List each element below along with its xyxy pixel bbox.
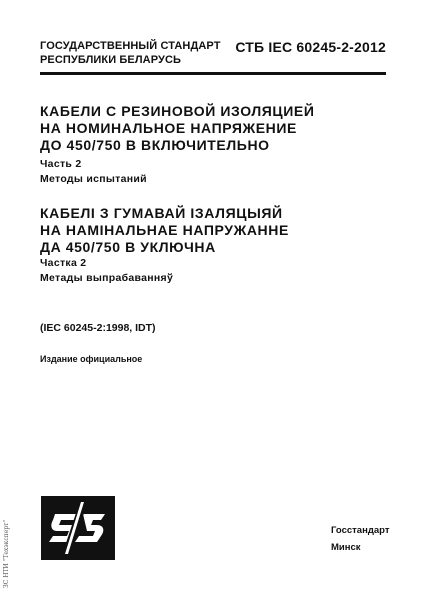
title-by-line-1: КАБЕЛІ З ГУМАВАЙ ІЗАЛЯЦЫЯЙ — [40, 205, 283, 221]
title-russian — [40, 103, 315, 154]
part-name-by: Метады выпрабаванняў — [40, 272, 174, 284]
publisher-block — [331, 522, 389, 556]
part-by: Частка 2 — [40, 257, 87, 269]
title-ru-line-1: КАБЕЛИ С РЕЗИНОВОЙ ИЗОЛЯЦИЕЙ — [40, 103, 315, 119]
header-divider — [40, 72, 386, 75]
stb-logo-icon — [41, 496, 115, 560]
title-belarusian — [40, 205, 289, 256]
side-watermark: ЗС НТИ "Техэксперт" — [3, 519, 10, 588]
iec-reference: (IEC 60245-2:1998, IDT) — [40, 322, 156, 334]
title-by-line-2: НА НАМІНАЛЬНАЕ НАПРУЖАННЕ — [40, 222, 289, 238]
publisher-city: Минск — [331, 542, 361, 553]
title-ru-line-2: НА НОМИНАЛЬНОЕ НАПРЯЖЕНИЕ — [40, 120, 297, 136]
standard-header — [40, 40, 221, 67]
title-by-line-3: ДА 450/750 В УКЛЮЧНА — [40, 239, 216, 255]
part-name-ru: Методы испытаний — [40, 173, 147, 185]
header-line-2: РЕСПУБЛИКИ БЕЛАРУСЬ — [40, 53, 181, 66]
title-ru-line-3: ДО 450/750 В ВКЛЮЧИТЕЛЬНО — [40, 137, 270, 153]
publisher-name: Госстандарт — [331, 525, 390, 536]
part-ru: Часть 2 — [40, 158, 82, 170]
header-line-1: ГОСУДАРСТВЕННЫЙ СТАНДАРТ — [40, 40, 221, 52]
edition-note: Издание официальное — [40, 354, 143, 364]
standard-code: СТБ IEC 60245-2-2012 — [235, 39, 386, 55]
